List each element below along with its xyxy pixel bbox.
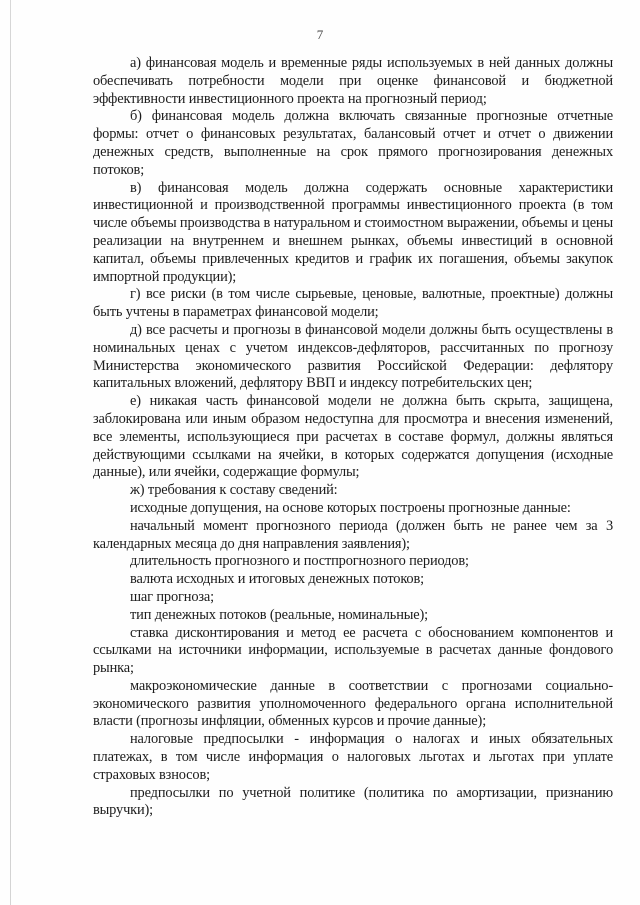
paragraph-c-investment-program: в) финансовая модель должна содержать основные характеристики инвестиционной и производственной программы инвестиционного проекта (в том числе объемы производства в натуральном и стоимостном выражении, объемы и цены реализации на внутреннем и внешнем рынках, объемы инвестиций в основной капитал, объемы привлеченных кредитов и график их погашения, объемы закупок импортной продукции);	[93, 179, 613, 285]
list-item-macroeconomic-data: макроэкономические данные в соответствии с прогнозами социально-экономического развития уполномоченного федерального органа исполнительной власти (прогнозы инфляции, обменных курсов и прочие данные);	[93, 677, 613, 730]
list-item-discount-rate: ставка дисконтирования и метод ее расчета с обоснованием компонентов и ссылками на источники информации, используемые в расчетах данные фондового рынка;	[93, 624, 613, 677]
paragraph-e-nominal-prices: д) все расчеты и прогнозы в финансовой модели должны быть осуществлены в номинальных ценах с учетом индексов-дефляторов, рассчитанных по прогнозу Министерства экономического развития Российской Федерации: дефлятору капитальных вложений, дефлятору ВВП и индексу потребительских цен;	[93, 321, 613, 392]
list-item-currency: валюта исходных и итоговых денежных потоков;	[130, 571, 424, 588]
paragraph-d-risks: г) все риски (в том числе сырьевые, ценовые, валютные, проектные) должны быть учтены в параметрах финансовой модели;	[93, 286, 613, 321]
paragraph-a-financial-model-time-series: а) финансовая модель и временные ряды используемых в ней данных должны обеспечивать потребности модели при оценке финансовой и бюджетной эффективности инвестиционного проекта на прогнозный период;	[93, 55, 613, 107]
list-item-forecast-duration: длительность прогнозного и постпрогнозного периодов;	[130, 553, 469, 570]
scan-edge-line	[10, 0, 11, 905]
paragraph-b-forecast-reports: б) финансовая модель должна включать связанные прогнозные отчетные формы: отчет о финансовых результатах, балансовый отчет и отчет о движении денежных средств, выполненные на срок прямого прогнозирования денежных потоков;	[93, 108, 613, 178]
list-item-initial-assumptions: исходные допущения, на основе которых построены прогнозные данные:	[130, 499, 571, 516]
document-body	[93, 55, 613, 820]
list-item-forecast-start: начальный момент прогнозного периода (должен быть не ранее чем за 3 календарных месяца до дня направления заявления);	[93, 517, 613, 552]
list-item-forecast-step: шаг прогноза;	[130, 588, 214, 605]
list-item-cash-flow-type: тип денежных потоков (реальные, номинальные);	[130, 606, 428, 623]
paragraph-f-no-hidden-parts: е) никакая часть финансовой модели не должна быть скрыта, защищена, заблокирована или иным образом недоступна для просмотра и внесения изменений, все элементы, использующиеся при расчетах в составе формул, должны являться действующими ссылками на ячейки, в которых содержатся допущения (исходные данные), или ячейки, содержащие формулы;	[93, 393, 613, 481]
list-item-tax-assumptions: налоговые предпосылки - информация о налогах и иных обязательных платежах, в том числе информация о налоговых льготах и льготах при уплате страховых взносов;	[93, 731, 613, 783]
list-item-accounting-policy: предпосылки по учетной политике (политика по амортизации, признанию выручки);	[93, 784, 613, 819]
page-number: 7	[316, 27, 324, 42]
paragraph-g-requirements-heading: ж) требования к составу сведений:	[130, 482, 338, 499]
